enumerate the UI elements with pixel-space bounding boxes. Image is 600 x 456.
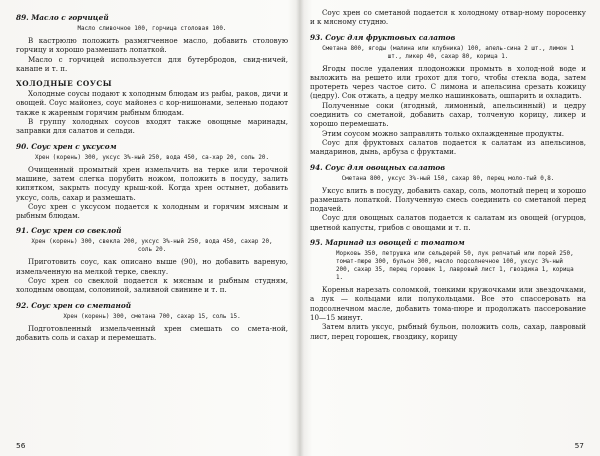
recipe-92: Хрен (корень) 300, сметана 700, сахар 15, соль 15. (63, 313, 241, 320)
text-92-2: Соус хрен со сметаной подается к холодному отвар-ному поросенку и к мясному студню. (310, 8, 586, 27)
text-94-1: Уксус влить в посуду, добавить сахар, соль, молотый перец и хорошо размешать лопаткой. Полученную смесь соединить со сметаной перед подачей. (310, 185, 586, 214)
text-89-2: Масло с горчицей используется для бутербродов, свид-ничей, канапе и т. п. (16, 54, 288, 73)
recipe-95: Морковь 350, петрушка или сельдерей 50, лук репчатый или порей 250, томат-пюре 300, бульон 300, масло подсолнечное 100, уксус 3%-ный 200, сахар 35, перец горошек 1, лавровый лист 1, гвоздика 1, корица 1. (336, 251, 574, 282)
text-94-2: Соус для овощных салатов подается к салатам из овощей (огурцов, цветной капусты, грибов с овощами и т. п. (310, 213, 586, 232)
text-93-3: Этим соусом можно заправлять только охлажденные продукты. (322, 128, 564, 138)
text-93-4: Соус для фруктовых салатов подается к салатам из апельсинов, мандаринов, дынь, арбуза с фруктами. (310, 137, 586, 157)
right-page (300, 0, 600, 456)
recipe-90: Хрен (корень) 300, уксус 3%-ный 250, вода 450, са-хар 20, соль 20. (34, 154, 270, 161)
heading-cold-sauces: ХОЛОДНЫЕ СОУСЫ (16, 79, 113, 89)
recipe-94: Сметана 800, уксус 3%-ный 150, сахар 80, перец моло-тый 0,8. (341, 175, 555, 182)
heading-91: 91. Соус хрен со свеклой (16, 226, 122, 236)
heading-92: 92. Соус хрен со сметаной (16, 300, 132, 310)
text-cold-1: Холодные соусы подают к холодным блюдам из рыбы, раков, дичи и овощей. Соус майонез, соус майонез с кор-нишонами, зеленью подают также к жареным горячим рыбным блюдам. (16, 89, 288, 117)
text-93-2: Полученные соки (ягодный, лимонный, апельсинный) и цедру соединить со сметаной, добавить сахар, толченую корицу, ликер и хорошо перемешать. (310, 100, 586, 129)
recipe-91: Хрен (корень) 300, свекла 200, уксус 3%-ный 250, вода 450, сахар 20, соль 20. (31, 239, 273, 254)
page-number-right: 57 (574, 441, 584, 450)
text-93-1: Ягоды после удаления плодоножки промыть в холод-ной воде и выложить на решето или грохот для того, чтобы стекла вода, затем протереть через частое сито. С лимона и апельсина срезать кожицу (цедру). Сок отжать, а цедру мелко нашинковать, ошпарить и охладить. (310, 63, 586, 101)
page-number-left: 56 (16, 441, 26, 450)
text-95-1: Коренья нарезать соломкой, тонкими кружочками или звездочками, а лук — кольцами или полукольцами. Все это спассеровать на подсолнечном масле, добавить тома-пюре и продолжать пассерование 10—15 минут. (310, 285, 586, 322)
text-95-2: Затем влить уксус, рыбный бульон, положить соль, сахар, лавровый лист, перец горошек, гвоздику, корицу (310, 322, 586, 341)
text-90-1: Очищенный промытый хрен измельчить на терке или терочной машине, затем слегка порубить ножом, положить в посуду, залить кипятком, закрыть посуду крыш-кой. Когда хрен остынет, добавить уксус, соль, сахар и размешать. (16, 164, 288, 202)
text-92-1: Подготовленный измельченный хрен смешать со смета-ной, добавить соль и сахар и перемешать. (16, 323, 288, 342)
text-91-1: Приготовить соус, как описано выше (90), но добавить вареную, измельченную на мелкой терке, свеклу. (16, 257, 288, 276)
recipe-93: Сметана 800, ягоды (малина или клубника) 100, апель-сина 2 шт., лимон 1 шт., ликер 40, сахар 80, корица 1. (322, 45, 574, 60)
heading-90: 90. Соус хрен с уксусом (16, 141, 117, 151)
heading-89: 89. Масло с горчицей (16, 13, 109, 22)
text-89-1: В кастрюлю положить размягченное масло, добавить столовую горчицу и хорошо размешать лопаткой. (16, 36, 288, 55)
recipe-89: Масло сливочное 100, горчица столовая 100. (77, 26, 227, 32)
heading-93: 93. Соус для фруктовых салатов (310, 32, 456, 42)
heading-94: 94. Соус для овощных салатов (310, 162, 446, 172)
text-91-2: Соус хрен со свеклой подается к мясным и рыбным студням, холодным овощам, солониной, заливной свинине и т. п. (16, 276, 288, 295)
text-90-2: Соус хрен с уксусом подается к холодным и горячим мясным и рыбным блюдам. (16, 201, 288, 221)
heading-95: 95. Маринад из овощей с томатом (310, 238, 465, 248)
text-cold-2: В группу холодных соусов входят также овощные маринады, заправки для салатов и сельди. (16, 117, 288, 136)
